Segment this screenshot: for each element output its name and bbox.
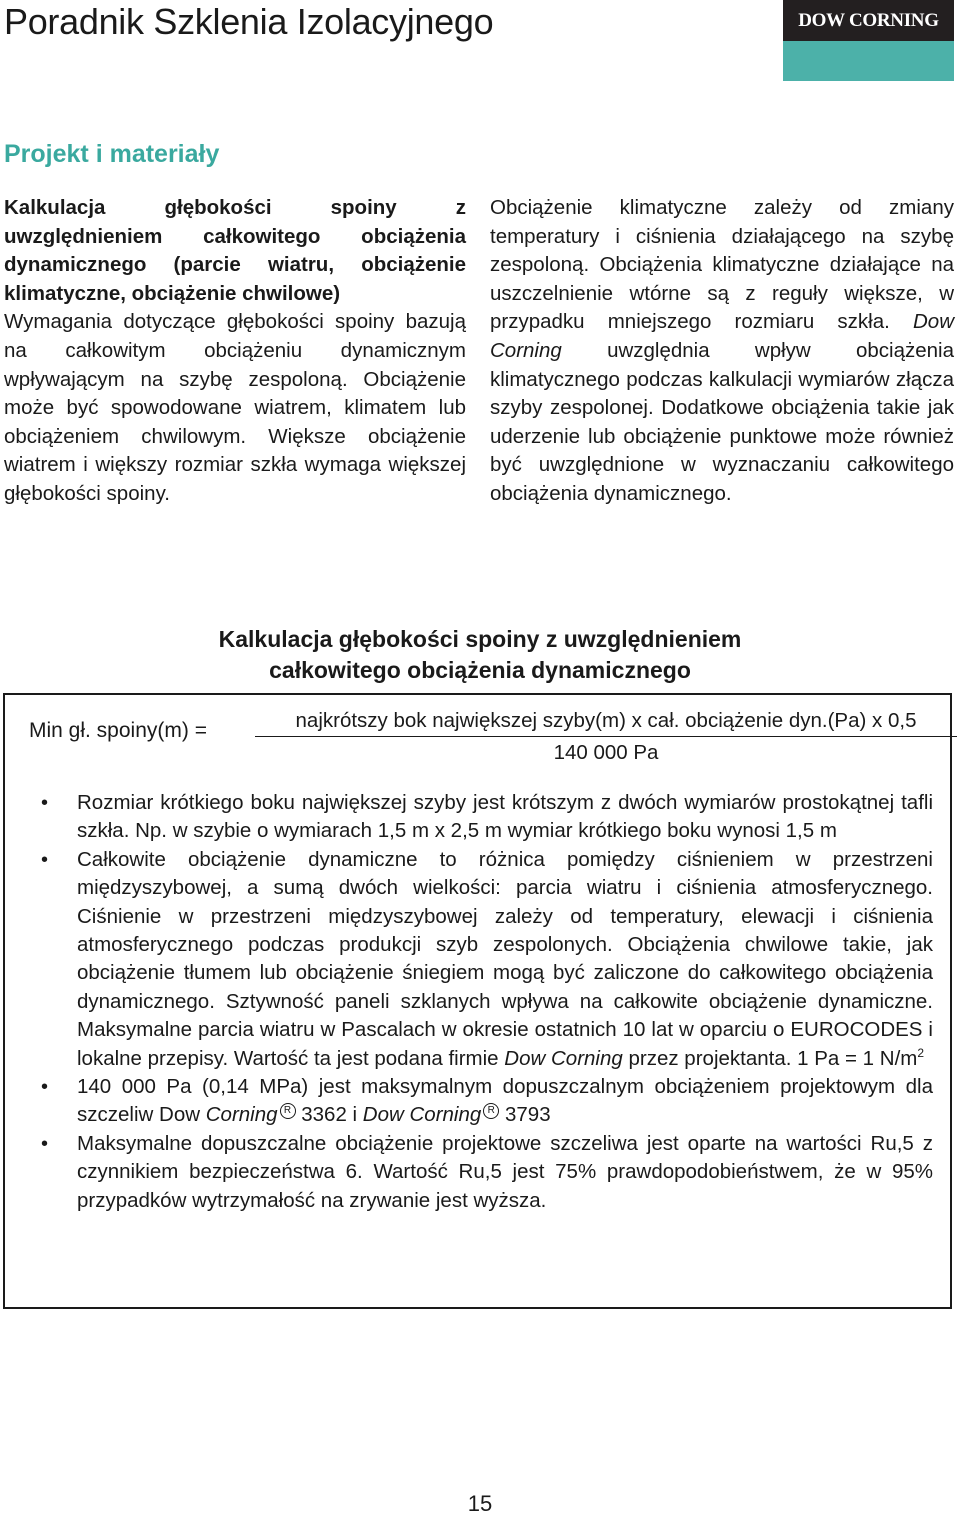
right-column-text-part1: Obciążenie klimatyczne zależy od zmiany temperatury i ciśnienia działającego na szybę zespoloną. Obciążenia klimatyczne działające na uszczelnienie wtórne są z reguły większe, w przypadku mniejszego rozmiaru szkła. [490, 196, 954, 334]
box-title-line2: całkowitego obciążenia dynamicznego [269, 657, 691, 683]
superscript: 2 [917, 1045, 925, 1060]
left-column-heading: Kalkulacja głębokości spoiny z uwzględnieniem całkowitego obciążenia dynamicznego (parcie wiatru, obciążenie klimatyczne, obciążenie chwilowe) [4, 196, 466, 305]
list-item [27, 1073, 933, 1130]
registered-mark-icon: R [483, 1103, 499, 1119]
formula-fraction [255, 707, 957, 767]
bullet-text: przez projektanta. 1 Pa = 1 N/m [628, 1046, 918, 1070]
bullet-icon: • [41, 1076, 49, 1099]
brand-logo [783, 0, 954, 81]
page-number: 15 [467, 1491, 493, 1516]
bullet-text: 140 000 Pa (0,14 MPa) jest maksymalnym dopuszczalnym obciążeniem projektowym dla szczeliw Dow [77, 1075, 933, 1127]
box-title [0, 624, 960, 686]
right-column-paragraph [490, 194, 954, 509]
right-column-brand: Dow Corning [490, 310, 955, 362]
bullet-list [27, 789, 933, 1215]
logo-wordmark: DOW CORNING [783, 0, 954, 41]
bullet-text: Maksymalne dopuszczalne obciążenie projektowe szczeliwa jest oparte na wartości Ru,5 z czynnikiem bezpieczeństwa 6. Wartość Ru,5 jest 75% prawdopodobieństwem, że w 95% przypadków wytrzymałość na zrywanie jest wyższa. [77, 1131, 933, 1212]
left-column [4, 194, 466, 509]
formula [29, 707, 939, 767]
list-item [27, 789, 933, 846]
bullet-text: Całkowite obciążenie dynamiczne to różnica pomiędzy ciśnieniem w przestrzeni międzyszybowej, a sumą dwóch wielkości: parcia wiatru i ciśnienia atmosferycznego. Ciśnienie w przestrzeni międzyszybowej zależy od temperatury, elewacji i ciśnienia atmosferycznego podczas produkcji szyb zespolonych. Obciążenia chwilowe takie, jak obciążenie tłumem lub obciążenie śniegiem mogą być zaliczone do całkowitego obciążenia dynamicznego. Sztywność paneli szklanych wpływa na całkowite obciążenie dynamiczne. Maksymalne parcia wiatru w Pascalach w okresie ostatnich 10 lat w oparciu o EUROCODES i lokalne przepisy. Wartość ta jest podana firmie [77, 847, 933, 1070]
logo-teal-bar [783, 41, 954, 81]
brand-name: Corning [205, 1103, 278, 1127]
section-title: Projekt i materiały [4, 140, 220, 168]
box-title-line1: Kalkulacja głębokości spoiny z uwzględnieniem [218, 626, 742, 652]
brand-name: Dow Corning [504, 1046, 623, 1070]
bullet-text: 3793 [505, 1103, 551, 1127]
bullet-icon: • [41, 848, 49, 871]
right-column [490, 194, 954, 509]
bullet-text: 3362 i [301, 1103, 358, 1127]
brand-name: Dow Corning [362, 1103, 482, 1127]
bullet-text: Rozmiar krótkiego boku największej szyby jest krótszym z dwóch wymiarów prostokątnej tafli szkła. Np. w szybie o wymiarach 1,5 m x 2,5 m wymiar krótkiego boku wynosi 1,5 m [77, 791, 933, 843]
list-item [27, 846, 933, 1073]
formula-label: Min gł. spoiny(m) = [29, 719, 207, 742]
registered-mark-icon: R [280, 1103, 296, 1119]
left-column-body: Wymagania dotyczące głębokości spoiny bazują na całkowitym obciążeniu dynamicznym wpływającym na szybę zespoloną. Obciążenie może być spowodowane wiatrem, klimatem lub obciążeniem chwilowym. Większe obciążenie wiatrem i większy rozmiar szkła wymaga większej głębokości spoiny. [4, 310, 466, 505]
formula-denominator: 140 000 Pa [553, 741, 659, 764]
calculation-box [3, 693, 952, 1309]
formula-numerator: najkrótszy bok największej szyby(m) x cał. obciążenie dyn.(Pa) x 0,5 [255, 707, 957, 737]
right-column-text-part2: uwzględnia wpływ obciążenia klimatycznego podczas kalkulacji wymiarów złącza szyby zespolonej. Dodatkowe obciążenia takie jak uderzenie lub obciążenie punktowe może również być uwzględnione w wyznaczaniu całkowitego obciążenia dynamicznego. [490, 338, 954, 505]
bullet-icon: • [41, 1132, 49, 1155]
bullet-icon: • [41, 792, 49, 814]
list-item [27, 1130, 933, 1215]
document-title: Poradnik Szklenia Izolacyjnego [4, 1, 494, 42]
